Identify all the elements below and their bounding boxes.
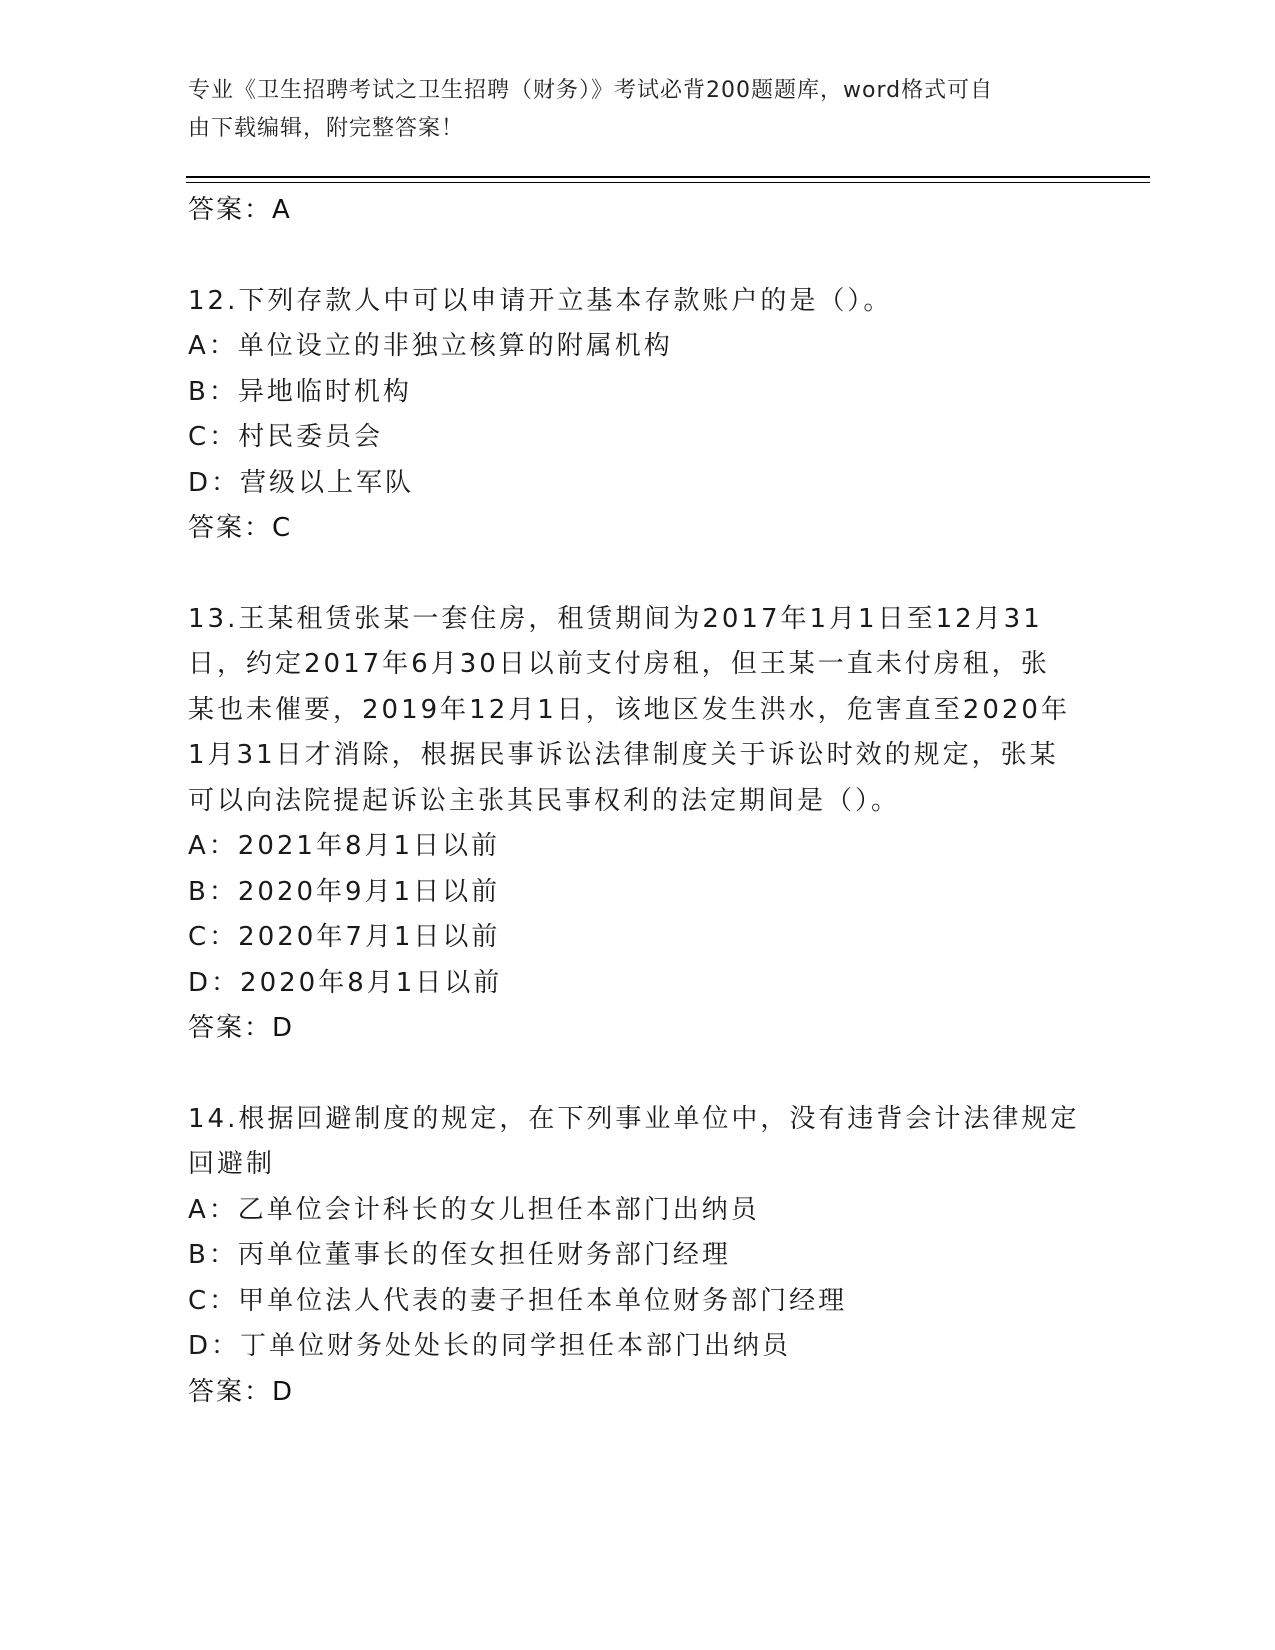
question-text-line: 日，约定2017年6月30日以前支付房租，但王某一直未付房租，张: [188, 649, 1050, 679]
spacer: [188, 234, 1088, 279]
question-14: [188, 1097, 1088, 1416]
answer: 答案：D: [188, 1376, 295, 1407]
option-d: D：丁单位财务处处长的同学担任本部门出纳员: [188, 1331, 792, 1361]
question-text-line: 回避制: [188, 1149, 276, 1179]
question-text-line: 13.王某租赁张某一套住房，租赁期间为2017年1月1日至12月31: [188, 603, 1043, 634]
header-line-2: 由下载编辑，附完整答案！: [188, 116, 465, 141]
question-text-line: 可以向法院提起诉讼主张其民事权利的法定期间是（）。: [188, 785, 901, 816]
question-content: [188, 188, 1088, 1415]
document-header: [188, 72, 1068, 148]
question-12: [188, 279, 1088, 552]
question-text-line: 1月31日才消除，根据民事诉讼法律制度关于诉讼时效的规定，张某: [188, 740, 1059, 770]
question-text-line: 12.下列存款人中可以申请开立基本存款账户的是（）。: [188, 285, 893, 316]
spacer: [188, 1052, 1088, 1097]
option-c: C：2020年7月1日以前: [188, 922, 501, 952]
question-13: [188, 597, 1088, 1052]
option-a: A：单位设立的非独立核算的附属机构: [188, 331, 673, 361]
spacer: [188, 552, 1088, 597]
option-b: B：异地临时机构: [188, 376, 412, 407]
question-text-line: 14.根据回避制度的规定，在下列事业单位中，没有违背会计法律规定: [188, 1103, 1080, 1134]
option-c: C：甲单位法人代表的妻子担任本单位财务部门经理: [188, 1285, 848, 1316]
option-a: A：乙单位会计科长的女儿担任本部门出纳员: [188, 1194, 760, 1225]
header-line-1: 专业《卫生招聘考试之卫生招聘（财务）》考试必背200题题库，word格式可自: [188, 78, 994, 103]
option-b: B：丙单位董事长的侄女担任财务部门经理: [188, 1240, 731, 1270]
option-a: A：2021年8月1日以前: [188, 831, 501, 861]
question-text-line: 某也未催要，2019年12月1日，该地区发生洪水，危害直至2020年: [188, 694, 1070, 725]
header-rule-thick: [186, 176, 1150, 178]
option-c: C：村民委员会: [188, 422, 384, 452]
answer: 答案：D: [188, 1013, 295, 1043]
header-rule-thin: [186, 182, 1150, 183]
previous-answer: 答案：A: [188, 195, 292, 225]
option-b: B：2020年9月1日以前: [188, 876, 501, 907]
option-d: D：2020年8月1日以前: [188, 967, 503, 998]
answer: 答案：C: [188, 513, 293, 543]
option-d: D：营级以上军队: [188, 467, 415, 498]
